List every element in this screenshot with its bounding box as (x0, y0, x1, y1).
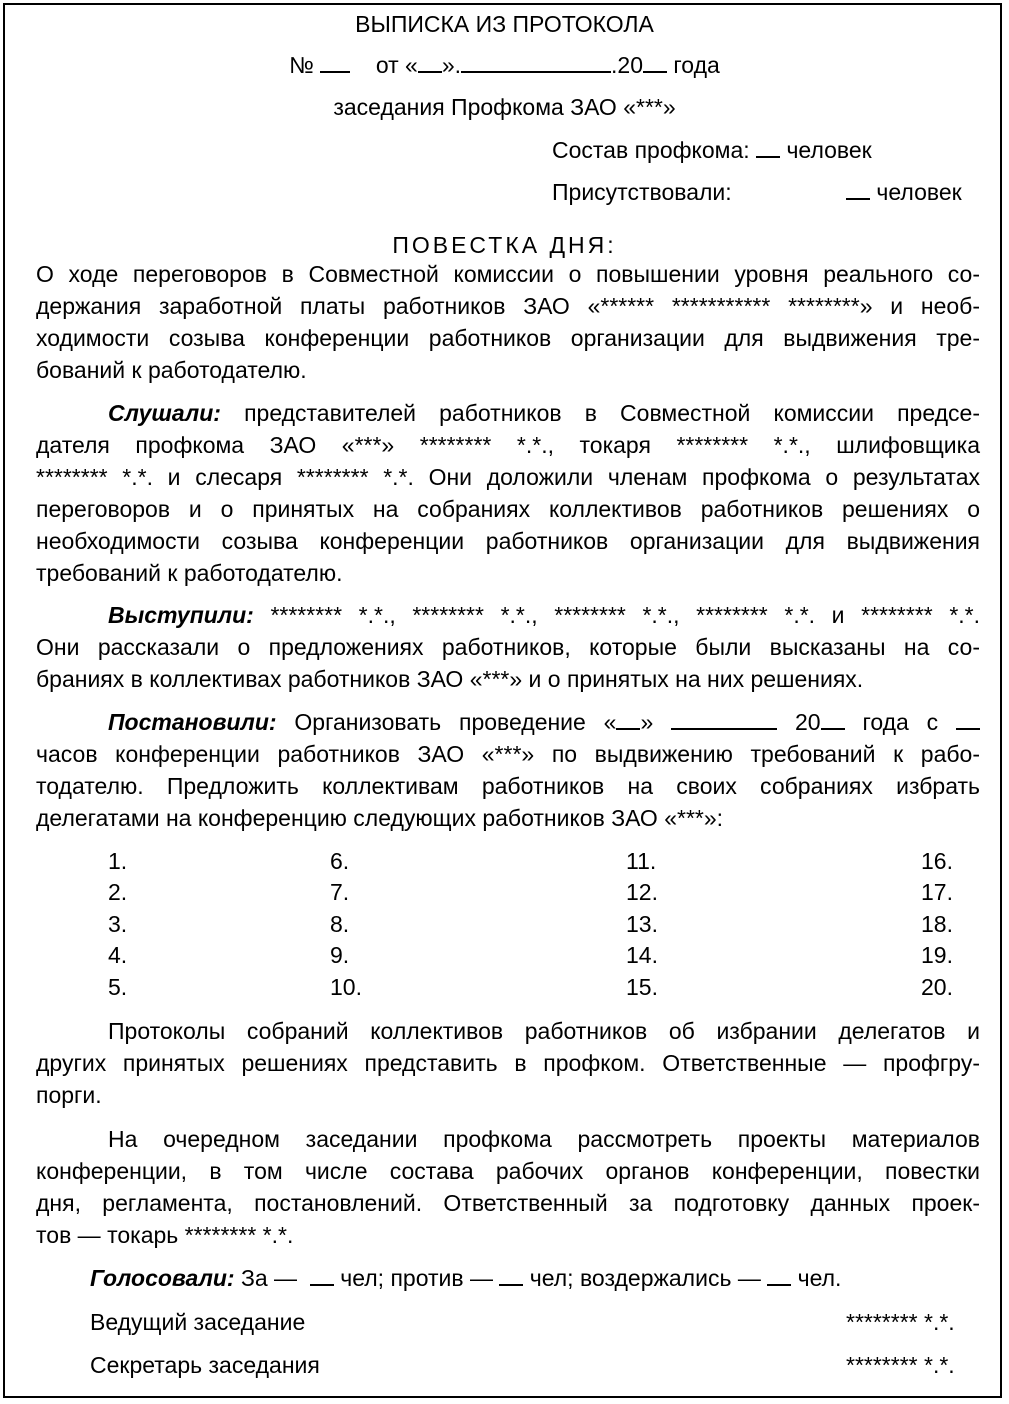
delegate-number: 17. (921, 879, 953, 905)
delegate-number: 7. (330, 879, 350, 905)
delegate-number: 16. (921, 848, 953, 874)
delegate-number: 5. (108, 974, 128, 1000)
delegate-number: 12. (626, 879, 658, 905)
delegate-number: 15. (626, 974, 658, 1000)
delegate-number: 18. (921, 911, 953, 937)
day-blank (418, 51, 442, 73)
delegate-number: 6. (330, 848, 350, 874)
secretary-label: Секретарь заседания (90, 1352, 320, 1378)
resolved-line: часов конференции работников ЗАО «***» по выдвижению требований к рабо- (36, 741, 980, 767)
delegate-number: 4. (108, 942, 128, 968)
present-count: человек (846, 178, 962, 206)
chair-label: Ведущий заседание (90, 1309, 306, 1335)
resolved-line: делегатами на конференцию следующих работников ЗАО «***»: (36, 805, 724, 831)
agenda-title: ПОВЕСТКА ДНЯ: (392, 232, 617, 258)
spoke-line: браниях в коллективах работников ЗАО «***» и о принятых на них решениях. (36, 666, 864, 692)
chair-name: ******** *.*. (846, 1309, 955, 1335)
delegate-number: 1. (108, 848, 128, 874)
document-title: ВЫПИСКА ИЗ ПРОТОКОЛА (355, 11, 654, 37)
next-meeting-line: На очередном заседании профкома рассмотреть проекты материалов (108, 1126, 980, 1152)
protocol-number-line: № от « ». .20 года (289, 52, 720, 78)
next-meeting-line: тов — токарь ******** *.*. (36, 1222, 294, 1248)
delegate-number: 19. (921, 942, 953, 968)
resolved-label: Постановили: (108, 709, 277, 735)
agenda-line: О ходе переговоров в Совместной комиссии о повышении уровня реального со- (36, 261, 980, 287)
heard-line: дателя профкома ЗАО «***» ******** *.*., токаря ******** *.*., шлифовщика (36, 432, 980, 458)
agenda-line: держания заработной платы работников ЗАО «****** *********** ********» и необ- (36, 293, 980, 319)
heard-line: требований к работодателю. (36, 560, 343, 586)
delegate-number: 3. (108, 911, 128, 937)
agenda-line: ходимости созыва конференции работников организации для выдвижения тре- (36, 325, 980, 351)
delegate-number: 14. (626, 942, 658, 968)
next-meeting-line: дня, регламента, постановлений. Ответственный за подготовку данных проек- (36, 1190, 980, 1216)
delegate-number: 9. (330, 942, 350, 968)
next-meeting-line: конференции, в том числе состава рабочих органов конференции, повестки (36, 1158, 980, 1184)
delegate-number: 20. (921, 974, 953, 1000)
resolved-line: тодателю. Предложить коллективам работников на своих собраниях избрать (36, 773, 980, 799)
delegate-number: 11. (626, 848, 657, 874)
heard-line: необходимости созыва конференции работников организации для выдвижения (36, 528, 980, 554)
secretary-name: ******** *.*. (846, 1352, 955, 1378)
heard-label: Слушали: (108, 400, 221, 426)
vote-label: Голосовали: (90, 1265, 235, 1291)
resolved-first-line: Постановили: Организовать проведение « » 20 года с (108, 708, 980, 736)
heard-line: переговоров и о принятых на собраниях коллективов работников решениях о (36, 496, 980, 522)
meeting-subtitle: заседания Профкома ЗАО «***» (333, 94, 676, 120)
vote-line: Голосовали: За — чел; против — чел; воздержались — чел. (90, 1265, 842, 1291)
delegate-number: 13. (626, 911, 658, 937)
delegate-number: 8. (330, 911, 350, 937)
agenda-line: бований к работодателю. (36, 357, 307, 383)
protocols-line: других принятых решениях представить в профком. Ответственные — профгру- (36, 1050, 980, 1076)
protocols-line: Протоколы собраний коллективов работников об избрании делегатов и (108, 1018, 980, 1044)
protocols-line: порги. (36, 1082, 102, 1108)
composition-line: Состав профкома: человек (552, 137, 872, 163)
delegate-number: 10. (330, 974, 362, 1000)
month-blank (461, 51, 611, 73)
year-blank (643, 51, 667, 73)
delegate-number: 2. (108, 879, 128, 905)
heard-line: ******** *.*. и слесаря ******** *.*. Они доложили членам профкома о результатах (36, 464, 980, 490)
number-blank (320, 51, 350, 73)
present-label: Присутствовали: (552, 179, 732, 205)
spoke-line: Они рассказали о предложениях работников, которые были высказаны на со- (36, 634, 980, 660)
heard-first-line: Слушали: представителей работников в Совместной комиссии предсе- (108, 400, 980, 426)
spoke-label: Выступили: (108, 602, 254, 628)
spoke-first-line: Выступили: ******** *.*., ******** *.*., ******** *.*., ******** *.*. и ******** *.*. (108, 602, 981, 628)
